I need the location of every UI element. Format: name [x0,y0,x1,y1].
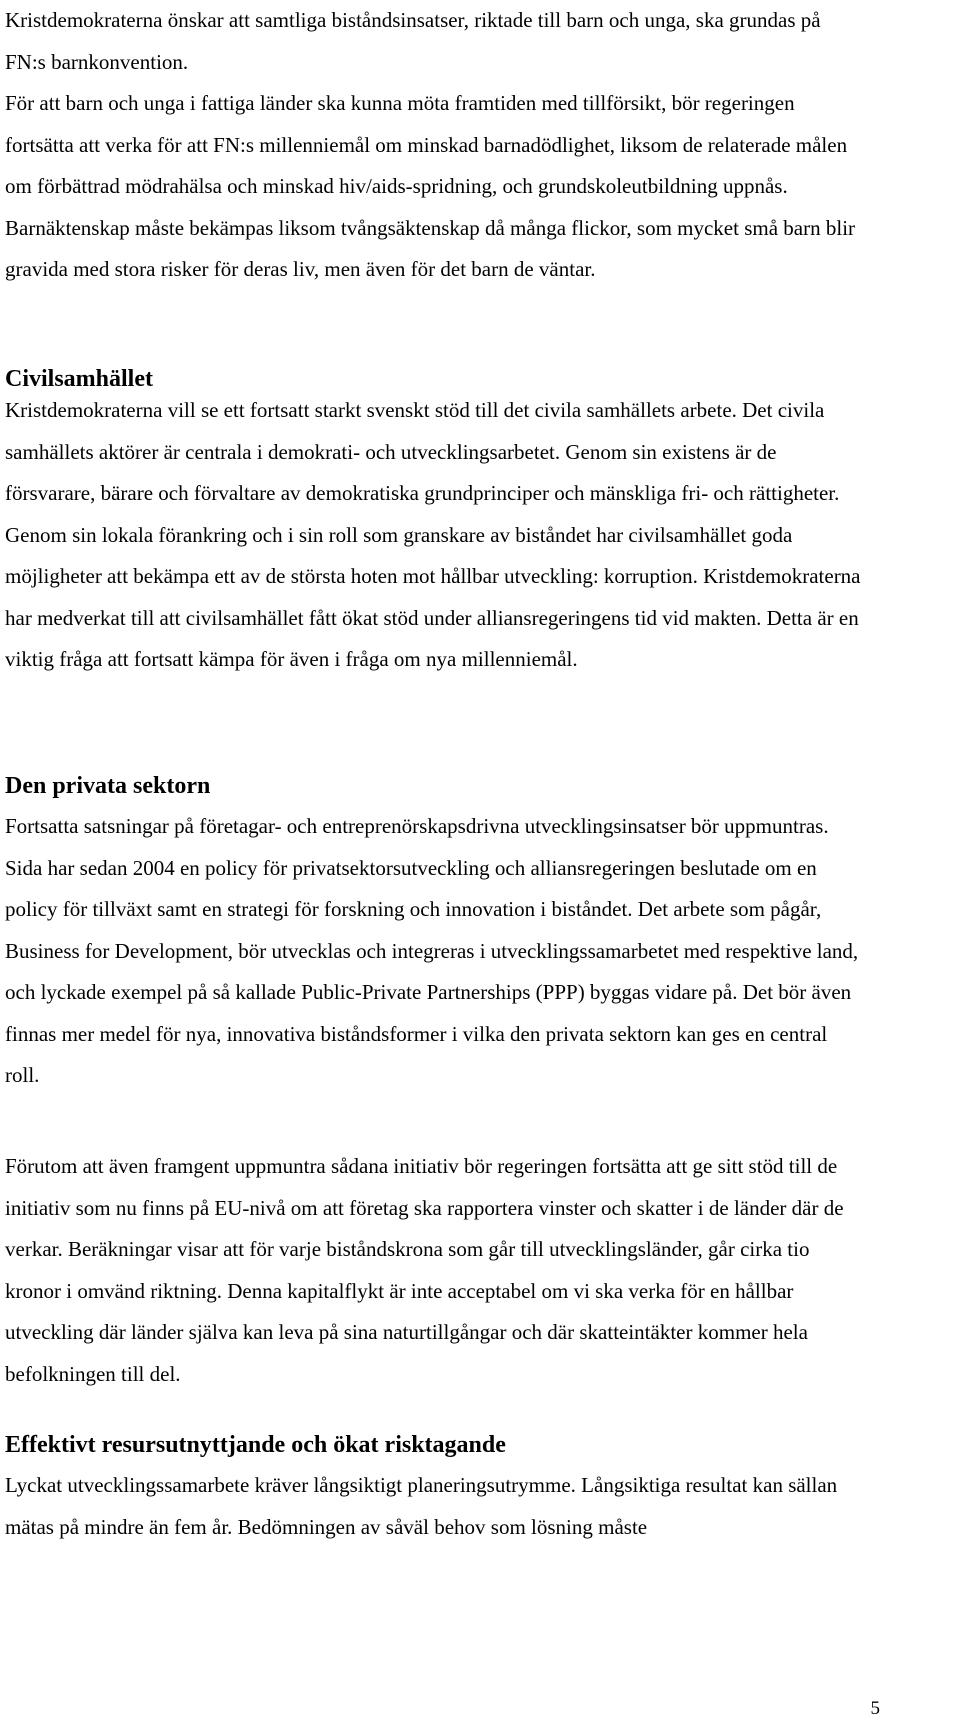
paragraph-private-sector-1: Fortsatta satsningar på företagar- och entreprenörskapsdrivna utvecklingsinsatser bör uppmuntras. Sida har sedan 2004 en policy för privatsektorsutveckling och alliansregeringen beslutade om en policy för tillväxt samt en strategi för forskning och innovation i biståndet. Det arbete som pågår, Business for Development, bör utvecklas och integreras i utvecklingssamarbetet med respektive land, och lyckade exempel på så kallade Public-Private Partnerships (PPP) byggas vidare på. Det bör även finnas mer medel för nya, innovativa biståndsformer i vilka den privata sektorn kan ges en central roll. [5,814,859,1087]
paragraph-civil-society: Kristdemokraterna vill se ett fortsatt starkt svenskt stöd till det civila samhällets arbete. Det civila samhällets aktörer är centrala i demokrati- och utvecklingsarbetet. Genom sin existens är de försvarare, bärare och förvaltare av demokratiska grundprinciper och mänskliga fri- och rättigheter. Genom sin lokala förankring och i sin roll som granskare av biståndet har civilsamhället goda möjligheter att bekämpa ett av de största hoten mot hållbar utveckling: korruption. Kristdemokraterna har medverkat till att civilsamhället fått ökat stöd under alliansregeringens tid vid makten. Detta är en viktig fråga att fortsatt kämpa för även i fråga om nya millenniemål. [5,398,861,671]
heading-private-sector: Den privata sektorn [5,773,211,799]
paragraph-effective-resources: Lyckat utvecklingssamarbete kräver långsiktigt planeringsutrymme. Långsiktiga resultat kan sällan mätas på mindre än fem år. Bedömningen av såväl behov som lösning måste [5,1473,838,1539]
paragraph-millennium-goals: För att barn och unga i fattiga länder ska kunna möta framtiden med tillförsikt, bör regeringen fortsätta att verka för att FN:s millenniemål om minskad barnadödlighet, liksom de relaterade målen om förbättrad mödrahälsa och minskad hiv/aids-spridning, och grundskoleutbildning uppnås. Barnäktenskap måste bekämpas liksom tvångsäktenskap då många flickor, som mycket små barn blir gravida med stora risker för deras liv, men även för det barn de väntar. [5,91,856,281]
page-number: 5 [870,1698,880,1719]
paragraph-private-sector-2: Förutom att även framgent uppmuntra sådana initiativ bör regeringen fortsätta att ge sitt stöd till de initiativ som nu finns på EU-nivå om att företag ska rapportera vinster och skatter i de länder där de verkar. Beräkningar visar att för varje biståndskrona som går till utvecklingsländer, går cirka tio kronor i omvänd riktning. Denna kapitalflykt är inte acceptabel om vi ska verka för en hållbar utveckling där länder själva kan leva på sina naturtillgångar och där skatteintäkter kommer hela befolkningen till del. [5,1154,844,1386]
heading-civil-society: Civilsamhället [5,366,153,392]
heading-effective-resources: Effektivt resursutnyttjande och ökat risktagande [5,1432,506,1458]
paragraph-children-rights: Kristdemokraterna önskar att samtliga biståndsinsatser, riktade till barn och unga, ska grundas på FN:s barnkonvention. [5,8,821,74]
